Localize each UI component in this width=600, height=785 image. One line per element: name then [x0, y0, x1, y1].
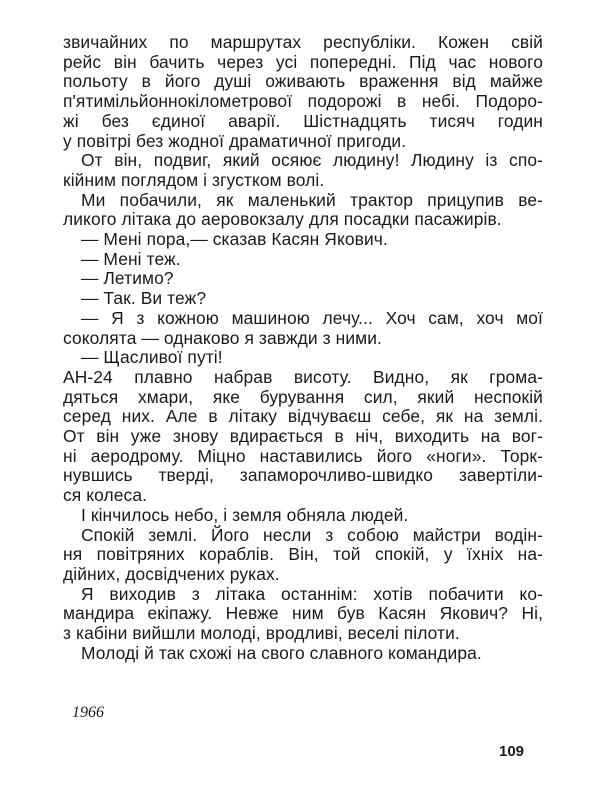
date-signature: 1966 [72, 704, 104, 721]
dialogue-line: — Я з кожною машиною лечу... Хоч сам, хоч мої [81, 307, 543, 328]
text-line: серед них. Але в літаку відчуваєш себе, як на землі. [63, 406, 543, 427]
text-line: ні аеродрому. Міцно наставились його «ноги». Торк- [63, 445, 543, 466]
page-number: 109 [499, 743, 525, 760]
dialogue-line: — Летимо? [81, 268, 174, 289]
text-line: кійним поглядом і згустком волі. [63, 169, 325, 190]
text-line: дяться хмари, яке бурування сил, який неспокій [63, 386, 543, 407]
dialogue-line: — Щасливої путі! [81, 347, 223, 368]
text-line: АН-24 плавно набрав висоту. Видно, як грома- [63, 366, 543, 387]
text-line: рейс він бачить через усі попередні. Під час нового [63, 51, 543, 72]
text-line: жі без єдиної аварії. Шістнадцять тисяч годин [63, 110, 543, 131]
text-line: польоту в його душі оживають враження від майже [63, 71, 543, 92]
text-line: соколята — однаково я завжди з ними. [63, 327, 382, 348]
dialogue-line: — Так. Ви теж? [81, 288, 207, 309]
text-line: ня повітряних кораблів. Він, той спокій, у їхніх на- [63, 544, 543, 565]
dialogue-line: — Мені пора,— сказав Касян Якович. [81, 229, 388, 250]
text-line: От він уже знову вдирається в ніч, виходить на вог- [63, 426, 543, 447]
text-line: Я виходив з літака останнім: хотів побачити ко- [81, 583, 543, 604]
text-line: дійних, досвідчених руках. [63, 563, 280, 584]
text-line: Молоді й так схожі на свого славного командира. [81, 642, 482, 663]
text-line: нувшись тверді, запаморочливо-швидко завертіли- [63, 465, 543, 486]
page-body [63, 33, 543, 664]
text-line: у повітрі без жодної драматичної пригоди. [63, 130, 407, 151]
text-line: Спокій землі. Його несли з собою майстри водін- [81, 524, 543, 545]
text-line: ся колеса. [63, 485, 148, 506]
text-line: І кінчилось небо, і земля обняла людей. [81, 504, 409, 525]
text-line: з кабіни вийшли молоді, вродливі, веселі пілоти. [63, 623, 460, 644]
text-line: От він, подвиг, який осяює людину! Людину із спо- [81, 150, 543, 171]
text-line: звичайних по маршрутах республіки. Кожен свій [63, 32, 543, 52]
dialogue-line: — Мені теж. [81, 248, 181, 269]
text-line: ликого літака до аеровокзалу для посадки пасажирів. [63, 209, 502, 230]
text-line: п'ятимільйоннокілометрової подорожі в небі. Подоро- [63, 91, 543, 112]
text-line: Ми побачили, як маленький трактор прицупив ве- [81, 189, 543, 210]
text-line: мандира екіпажу. Невже ним був Касян Якович? Ні, [63, 603, 543, 624]
